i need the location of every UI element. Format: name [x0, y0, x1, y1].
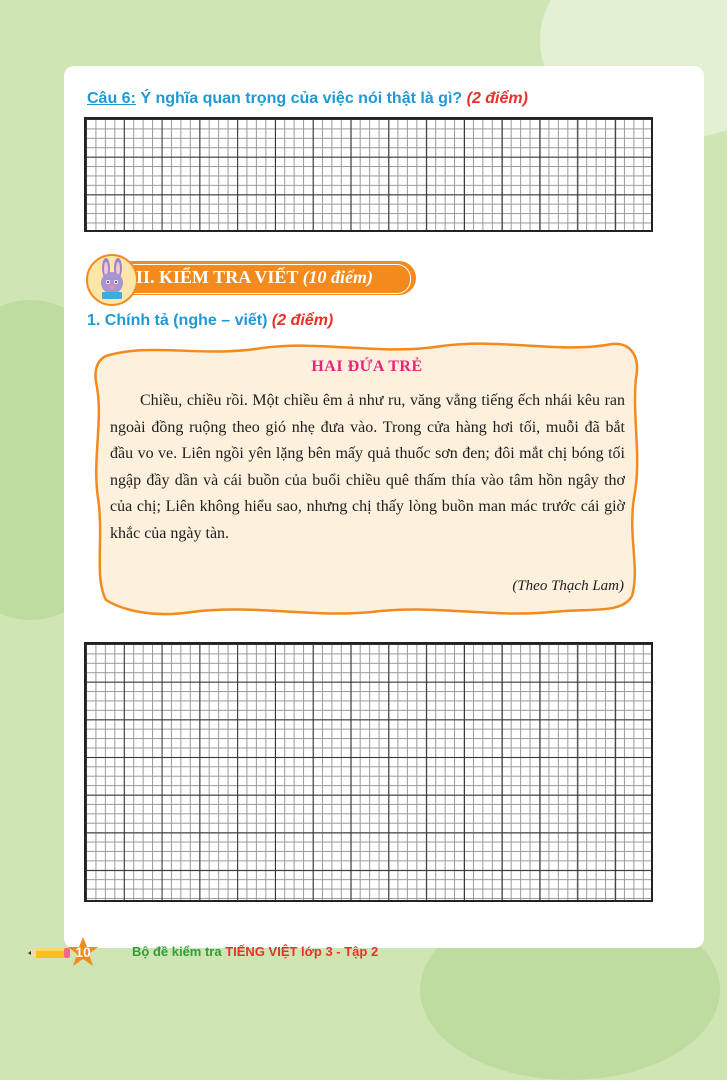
section-title [136, 267, 373, 288]
footer-book-prefix: Bộ đề kiểm tra [132, 944, 226, 959]
question-6-points: (2 điểm) [466, 90, 528, 107]
dictation-heading-text: 1. Chính tả (nghe – viết) [87, 312, 272, 329]
section-title-text: II. KIỂM TRA VIẾT [136, 267, 303, 287]
section-banner [80, 258, 420, 298]
footer-book-title [132, 944, 378, 959]
page-number: 10 [75, 944, 91, 960]
passage-source: (Theo Thạch Lam) [512, 578, 624, 594]
rabbit-mascot-icon [86, 254, 138, 306]
footer-grade: lớp 3 - Tập 2 [297, 944, 379, 959]
question-6-label: Câu 6: [87, 90, 136, 107]
answer-grid-question-6[interactable] [84, 117, 653, 232]
section-title-points: (10 điểm) [302, 267, 374, 287]
question-6 [87, 90, 528, 108]
dictation-heading [87, 312, 333, 330]
question-6-text: Ý nghĩa quan trọng của việc nói thật là gì? [135, 90, 467, 107]
passage-text: Chiều, chiều rồi. Một chiều êm ả như ru, văng vẳng tiếng ếch nhái kêu ran ngoài đồng ruộng theo gió nhẹ đưa vào. Trong cửa hàng hơi tối, muỗi đã bắt đầu vo ve. Liên ngồi yên lặng bên mấy quả thuốc sơn đen; đôi mắt chị bóng tối ngập đầy dần và cái buồn của buổi chiều quê thấm thía vào tâm hồn ngây thơ của chị; Liên không hiểu sao, nhưng chị thấy lòng buồn man mác trước cái giờ khắc của ngày tàn. [110, 392, 625, 542]
dictation-points: (2 điểm) [271, 312, 334, 329]
writing-grid-dictation[interactable] [84, 642, 653, 902]
footer-subject: TIẾNG VIỆT [225, 944, 298, 959]
passage-title: HAI ĐỨA TRẺ [311, 358, 423, 375]
